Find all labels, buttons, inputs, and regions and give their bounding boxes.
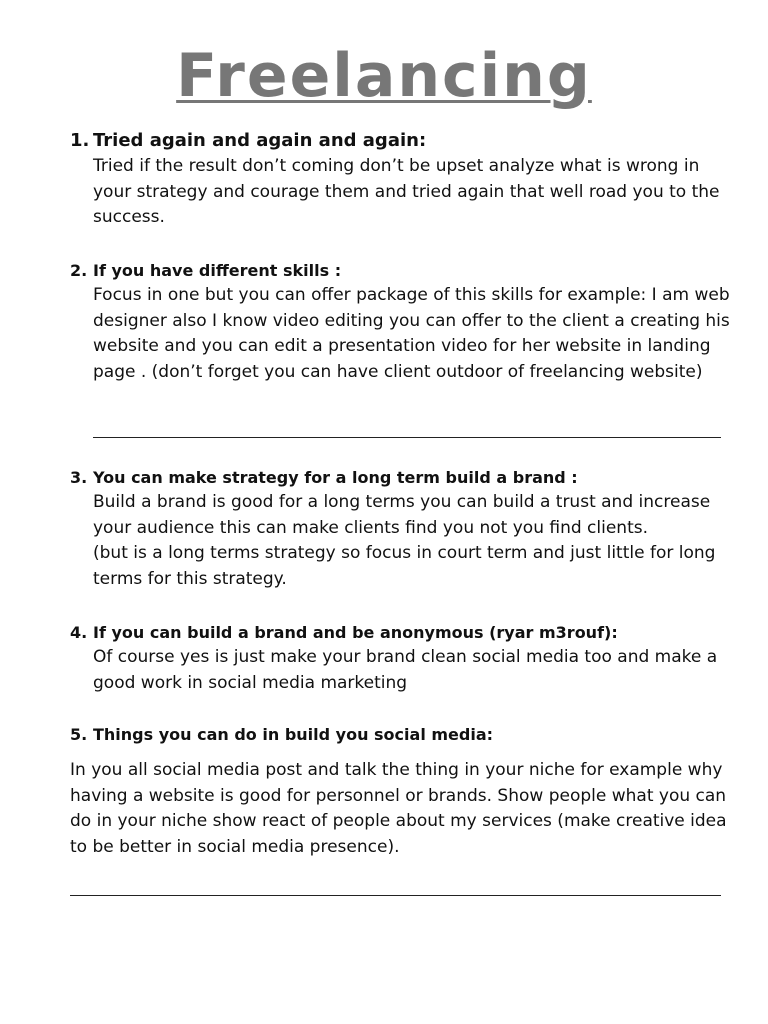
list-item-4 [70,620,730,696]
closing-paragraph: In you all social media post and talk the thing in your niche for example why having a website is good for personnel or brands. Show people what you can do in your niche show react of people about my services (make creative idea to be better in social media presence). [70,760,727,857]
list-item-3 [70,465,730,592]
horizontal-rule [70,895,721,896]
list-item-body-note: (but is a long terms strategy so focus in court term and just little for long terms for this strategy. [93,543,716,589]
list-item-heading-text: Tried again and again and again: [93,130,427,151]
list-item-number: 3. [70,468,88,487]
horizontal-rule [93,437,721,438]
list-item-heading-text: You can make strategy for a long term build a brand : [93,468,578,487]
list-item-number: 2. [70,261,88,280]
list-item-heading [70,465,730,490]
list-item-heading [70,722,730,747]
list-item-heading [70,128,730,154]
list-item-2 [70,258,730,385]
list-item-body: Build a brand is good for a long terms you can build a trust and increase your audience this can make clients find you not you find clients. [93,492,711,538]
list-item-1 [70,128,730,231]
list-item-number: 4. [70,623,88,642]
list-item-5 [70,722,730,747]
list-item-body: Of course yes is just make your brand clean social media too and make a good work in social media marketing [93,647,718,693]
document-title [0,40,768,112]
list-item-number: 1. [70,130,90,151]
list-item-heading-text: Things you can do in build you social media: [93,725,494,744]
document-title-text: Freelancing [176,41,592,111]
list-item-heading [70,620,730,645]
list-item-body: Tried if the result don’t coming don’t be upset analyze what is wrong in your strategy and courage them and tried again that well road you to the success. [93,156,720,228]
list-item-heading [70,258,730,283]
list-item-heading-text: If you have different skills : [93,261,342,280]
list-item-heading-text: If you can build a brand and be anonymous (ryar m3rouf): [93,623,618,642]
list-item-body: Focus in one but you can offer package of this skills for example: I am web designer also I know video editing you can offer to the client a creating his website and you can edit a presentation video for her website in landing page . (don’t forget you can have client outdoor of freelancing website) [93,285,730,382]
list-item-number: 5. [70,725,88,744]
